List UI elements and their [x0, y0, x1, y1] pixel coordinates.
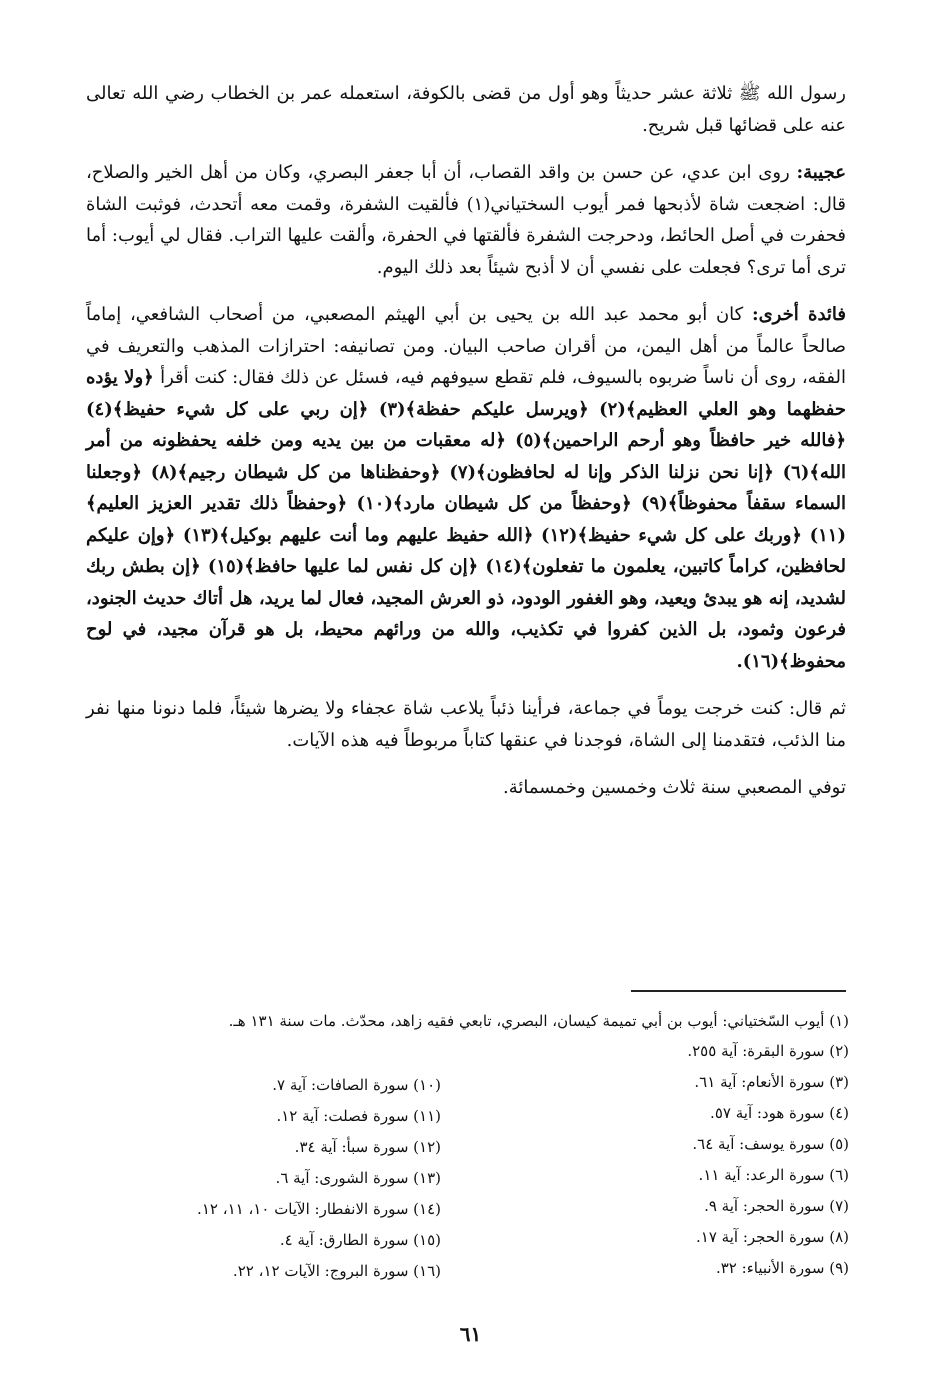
paragraph-3-verses: ﴿ولا يؤده حفظهما وهو العلي العظيم﴾(٢) ﴿ويرسل عليكم حفظة﴾(٣) ﴿إن ربي على كل شيء حفيظ﴾(٤) ﴿فالله خير حافظاً وهو أرحم الراحمين﴾(٥) ﴿له معقبات من بين يديه ومن خلفه يحفظونه من أمر الله﴾(٦) ﴿إنا نحن نزلنا الذكر وإنا له لحافظون﴾(٧) ﴿وحفظناها من كل شيطان رجيم﴾(٨) ﴿وجعلنا السماء سقفاً محفوظاً﴾(٩) ﴿وحفظاً من كل شيطان مارد﴾(١٠) ﴿وحفظاً ذلك تقدير العزيز العليم﴾(١١) ﴿وربك على كل شيء حفيظ﴾(١٢) ﴿الله حفيظ عليهم وما أنت عليهم بوكيل﴾(١٣) ﴿وإن عليكم لحافظين، كراماً كاتبين، يعلمون ما تفعلون﴾(١٤) ﴿إن كل نفس لما عليها حافظ﴾(١٥) ﴿إن بطش ربك لشديد، إنه هو يبدئ ويعيد، وهو الغفور الودود، ذو العرش المجيد، فعال لما يريد، هل أتاك حديث الجنود، فرعون وثمود، بل الذين كفروا في تكذيب، والله من ورائهم محيط، بل هو قرآن مجيد، في لوح محفوظ﴾(١٦). — [86, 367, 847, 672]
footnote-item: (١١) سورة فصلت: آية ١٢. — [276, 1107, 441, 1125]
paragraph-3 — [86, 299, 846, 677]
footnote-item: (١٢) سورة سبأ: آية ٣٤. — [294, 1138, 441, 1156]
page-number: ٦١ — [459, 1322, 482, 1346]
main-text — [86, 78, 846, 820]
paragraph-2-text: روى ابن عدي، عن حسن بن واقد القصاب، أن أبا جعفر البصري، وكان من أهل الخير والصلاح، قال: اضجعت شاة لأذبحها فمر أيوب السختياني(١) فألقيت الشفرة، وقمت معه أتحدث، فوثبت الشاة فحفرت في أصل الحائط، ودحرجت الشفرة فألقتها في الحفرة، وألقت عليها التراب. فقال لي أيوب: أما ترى أما ترى؟ فجعلت على نفسي أن لا أذبح شيئاً بعد ذلك اليوم. — [86, 162, 846, 278]
footnote-item: (١٤) سورة الانفطار: الآيات ١٠، ١١، ١٢. — [197, 1200, 441, 1218]
footnotes-right-column — [549, 1036, 849, 1284]
footnote-item: (٨) سورة الحجر: آية ١٧. — [696, 1228, 849, 1246]
footnote-item: (٦) سورة الرعد: آية ١١. — [698, 1166, 849, 1184]
paragraph-2-lead: عجيبة: — [796, 162, 846, 183]
footnote-1: (١) أيوب السّختياني: أيوب بن أبي تميمة كيسان، البصري، تابعي فقيه زاهد، محدّث. مات سنة ١٣١ هـ. — [228, 1012, 849, 1030]
paragraph-5-text: توفي المصعبي سنة ثلاث وخمسين وخمسمائة. — [503, 777, 846, 798]
paragraph-1-text: رسول الله ﷺ ثلاثة عشر حديثاً وهو أول من قضى بالكوفة، استعمله عمر بن الخطاب رضي الله تعالى عنه على قضائها قبل شريح. — [86, 83, 846, 136]
footnote-item: (٣) سورة الأنعام: آية ٦١. — [694, 1073, 849, 1091]
paragraph-5 — [86, 772, 846, 804]
footnote-item: (٥) سورة يوسف: آية ٦٤. — [692, 1135, 849, 1153]
footnote-item: (٢) سورة البقرة: آية ٢٥٥. — [687, 1042, 849, 1060]
paragraph-1 — [86, 78, 846, 141]
footnote-item: (٩) سورة الأنبياء: ٣٢. — [715, 1259, 849, 1277]
footnote-item: (١٦) سورة البروج: الآيات ١٢، ٢٢. — [232, 1262, 441, 1280]
paragraph-4-text: ثم قال: كنت خرجت يوماً في جماعة، فرأينا ذئباً يلاعب شاة عجفاء ولا يضرها شيئاً، فلما دنونا منها نفر منا الذئب، فتقدمنا إلى الشاة، فوجدنا في عنقها كتاباً مربوطاً فيه هذه الآيات. — [86, 698, 846, 751]
footnote-item: (١٠) سورة الصافات: آية ٧. — [272, 1076, 441, 1094]
footnote-item: (١٥) سورة الطارق: آية ٤. — [279, 1231, 441, 1249]
footnotes-left-column — [101, 1070, 441, 1287]
paragraph-3-lead: فائدة أخرى: — [751, 304, 846, 325]
footnote-item: (٧) سورة الحجر: آية ٩. — [704, 1197, 849, 1215]
paragraph-2 — [86, 157, 846, 283]
footnote-item: (١٣) سورة الشورى: آية ٦. — [275, 1169, 441, 1187]
footnote-separator — [631, 990, 846, 992]
footnote-item: (٤) سورة هود: آية ٥٧. — [710, 1104, 849, 1122]
paragraph-4 — [86, 693, 846, 756]
paragraph-3-text: كان أبو محمد عبد الله بن يحيى بن أبي الهيثم المصعبي، من أصحاب الشافعي، إماماً صالحاً عالماً من أهل اليمن، من أقران صاحب البيان. ومن تصانيفه: احترازات المذهب والتعريف في الفقه، روى أن ناساً ضربوه بالسيوف، فلم تقطع سيوفهم فيه، فسئل عن ذلك فقال: كنت أقرأ — [86, 304, 846, 388]
